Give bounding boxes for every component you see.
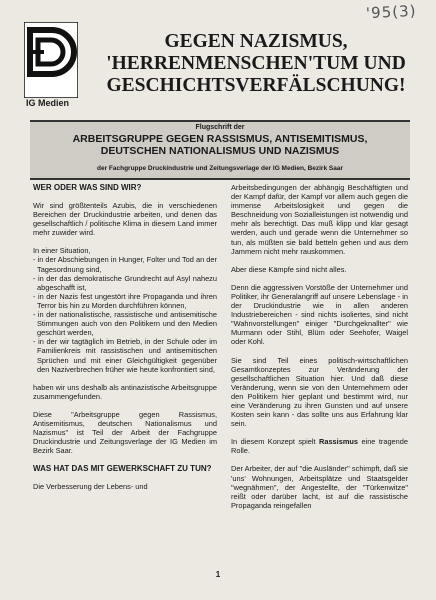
paragraph: Aber diese Kämpfe sind nicht alles. [231, 264, 347, 274]
paragraph: Der Arbeiter, der auf "die Ausländer" schimpft, daß sie 'uns' Wohnungen, Arbeitsplätze und Staatsgelder "wegnähmen", der Angestellte, der "Türkenwitze" reißt oder darüber lacht, ist auf die rassistische Propaganda reingefallen [231, 464, 408, 510]
paragraph: Arbeitsbedingungen der abhängig Beschäftigten und der Kampf dafür, der Kampf vor allem auch gegen die immense Arbeitslosigkeit und gegen die Beschneidung von Sozialleistungen ist notwendig und mehr als berechtigt. Das muß klipp und klar gesagt werden, auch und gerade wenn die Unternehmer so tun, als müßten sie bald betteln gehen und aus dem Jammern nicht mehr rauskommen. [231, 183, 408, 256]
paragraph: Denn die aggressiven Vorstöße der Unternehmer und Politiker, ihr Generalangriff auf unsere Lebenslage - in der Druckindustrie wie in allen anderen Industriebereichen - sind nichts isoliertes, sind nicht "Wahnvorstellungen" einiger "Durchgeknallter" wie Murmann oder Stihl, Blüm oder Seehofer, Waigel oder Kohl. [231, 282, 408, 347]
section-heading-who: WER ODER WAS SIND WIR? [33, 183, 142, 192]
text-run: eine tragende Rolle. [231, 437, 408, 456]
left-column [33, 183, 217, 500]
paragraph: haben wir uns deshalb als antinazistische Arbeitsgruppe zusammengefunden. [33, 382, 217, 401]
handwritten-note: '95(3) [365, 1, 417, 23]
headline-line-3: GESCHICHTSVERFÄLSCHUNG! [106, 75, 406, 96]
flyer-kicker: Flugschrift der [195, 124, 245, 131]
paragraph [231, 437, 408, 455]
list-item: - in der Abschiebungen in Hunger, Folter und Tod an der Tagesordnung sind, [33, 255, 217, 274]
headline-line-1: GEGEN NAZISMUS, [164, 31, 348, 52]
headline [86, 31, 426, 97]
list-item: - in der wir tagtäglich im Betrieb, in der Schule oder im Familienkreis mit rassistischen und antisemitischen Sprüchen und mit einer Gleichgültigkeit gegenüber den Naziverbrechen früher wie heute konfrontiert sind, [33, 337, 217, 374]
flyer-org-line-1: ARBEITSGRUPPE GEGEN RASSISMUS, ANTISEMITISMUS, [72, 133, 368, 145]
paragraph: Diese "Arbeitsgruppe gegen Rassismus, Antisemitismus, deutschen Nationalismus und Nazismus" ist Teil der Arbeit der Fachgruppe Druckindustrie und Zeitungsverlage der IG Medien im Bezirk Saar. [33, 409, 217, 456]
page-number: 1 [215, 570, 221, 579]
logo-caption: IG Medien [26, 98, 70, 108]
flyer-org-line-2: DEUTSCHEN NATIONALISMUS UND NAZISMUS [100, 145, 340, 157]
section-heading-union: WAS HAT DAS MIT GEWERKSCHAFT ZU TUN? [33, 464, 212, 474]
list-item: - in der nationalistische, rassistische und antisemitische Stimmungen auch von den Politikern und den Medien geschürt werden, [33, 310, 217, 338]
flyer-banner [30, 120, 410, 180]
situation-list [33, 255, 217, 373]
paragraph: Wir sind größtenteils Azubis, die in verschiedenen Bereichen der Druckindustrie arbeiten, und denen das gesellschaftlich / politische Klima in diesem Land immer mehr zuwider wird. [33, 201, 217, 238]
paragraph: Sie sind Teil eines politisch-wirtschaftlichen Gesamtkonzeptes zur Veränderung der gesellschaftlichen Situation hier. Und daß diese Veränderung, wenn sie von den Unternehmern oder den Politikern hier geplant und bestimmt wird, nur eine Veränderung zu ihren Gunsten und auf unsere Kosten sein kann - das sollte uns aus Erfahrung klar sein. [231, 355, 408, 429]
right-column [231, 183, 408, 519]
paragraph: Die Verbesserung der Lebens- und [33, 482, 148, 492]
list-item: - in der Nazis fest ungestört ihre Propaganda und ihren Terror bis hin zu Morden durchführen können, [33, 291, 217, 310]
flyer-subline: der Fachgruppe Druckindustrie und Zeitungsverlage der IG Medien, Bezirk Saar [97, 165, 343, 172]
headline-line-2: 'HERRENMENSCHEN'TUM UND [106, 53, 406, 74]
paragraph: In einer Situation, [33, 246, 91, 256]
list-item: - in der das demokratische Grundrecht auf Asyl nahezu abgeschafft ist, [33, 273, 217, 292]
ig-medien-logo-icon [24, 22, 78, 98]
text-run: In diesem Konzept spielt [231, 437, 319, 447]
emphasis-rassismus: Rassismus [319, 437, 359, 447]
